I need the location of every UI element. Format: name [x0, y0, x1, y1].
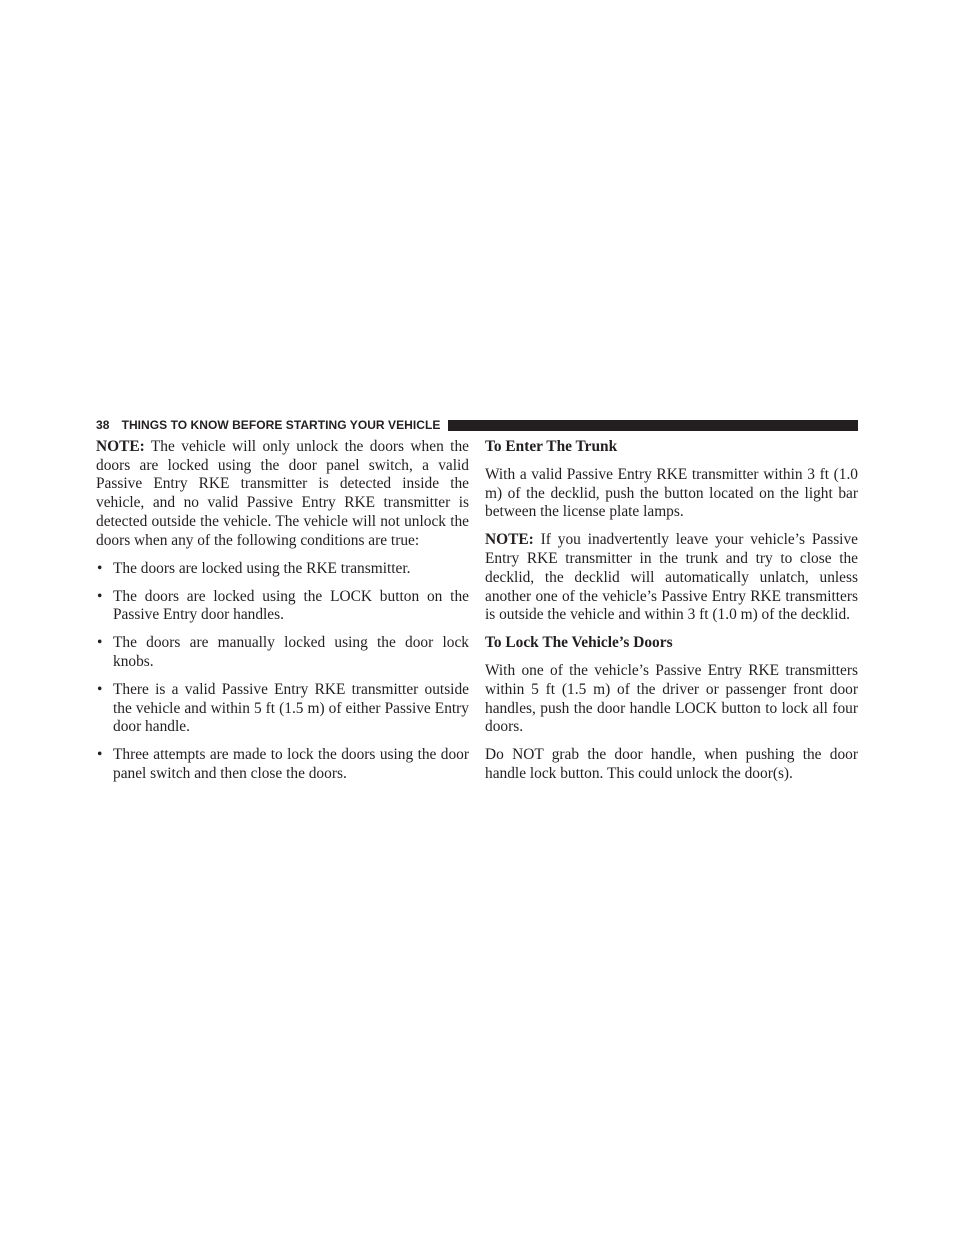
page-header [96, 416, 858, 434]
right-column [485, 438, 858, 793]
left-column [96, 438, 469, 793]
list-item: • The doors are locked using the RKE transmitter. [96, 560, 469, 579]
note-label: NOTE: [96, 438, 145, 455]
warning-paragraph: Do NOT grab the door handle, when pushing the door handle lock button. This could unlock the door(s). [485, 746, 858, 783]
note-text: The vehicle will only unlock the doors when the doors are locked using the door panel switch, a valid Passive Entry RKE transmitter is detected inside the vehicle, and no valid Passive Entry RKE transmitter is detected outside the vehicle. The vehicle will not unlock the doors when any of the following conditions are true: [96, 438, 469, 549]
lock-doors-heading: To Lock The Vehicle’s Doors [485, 634, 673, 652]
trunk-paragraph: With a valid Passive Entry RKE transmitter within 3 ft (1.0 m) of the decklid, push the button located on the light bar between the license plate lamps. [485, 466, 858, 521]
note-paragraph [485, 531, 858, 625]
list-item: • There is a valid Passive Entry RKE transmitter outside the vehicle and within 5 ft (1.5 m) of either Passive Entry door handle. [96, 681, 469, 737]
note-label: NOTE: [485, 531, 534, 549]
note-paragraph [96, 438, 469, 550]
lock-doors-paragraph: With one of the vehicle’s Passive Entry RKE transmitters within 5 ft (1.5 m) of the driver or passenger front door handles, push the door handle LOCK button to lock all four doors. [485, 662, 858, 736]
trunk-heading: To Enter The Trunk [485, 438, 618, 455]
list-item: • The doors are manually locked using the door lock knobs. [96, 634, 469, 671]
note-text: If you inadvertently leave your vehicle’s Passive Entry RKE transmitter in the trunk and try to close the decklid, the decklid will automatically unlatch, unless another one of the vehicle’s Passive Entry RKE transmitters is outside the vehicle and within 3 ft (1.0 m) of the decklid. [485, 531, 858, 624]
page-number: 38 [96, 418, 110, 432]
section-title: THINGS TO KNOW BEFORE STARTING YOUR VEHICLE [121, 418, 441, 432]
list-item: • The doors are locked using the LOCK button on the Passive Entry door handles. [96, 588, 469, 625]
conditions-list [96, 560, 469, 784]
list-item: • Three attempts are made to lock the doors using the door panel switch and then close the doors. [96, 746, 469, 783]
header-rule [448, 420, 858, 431]
